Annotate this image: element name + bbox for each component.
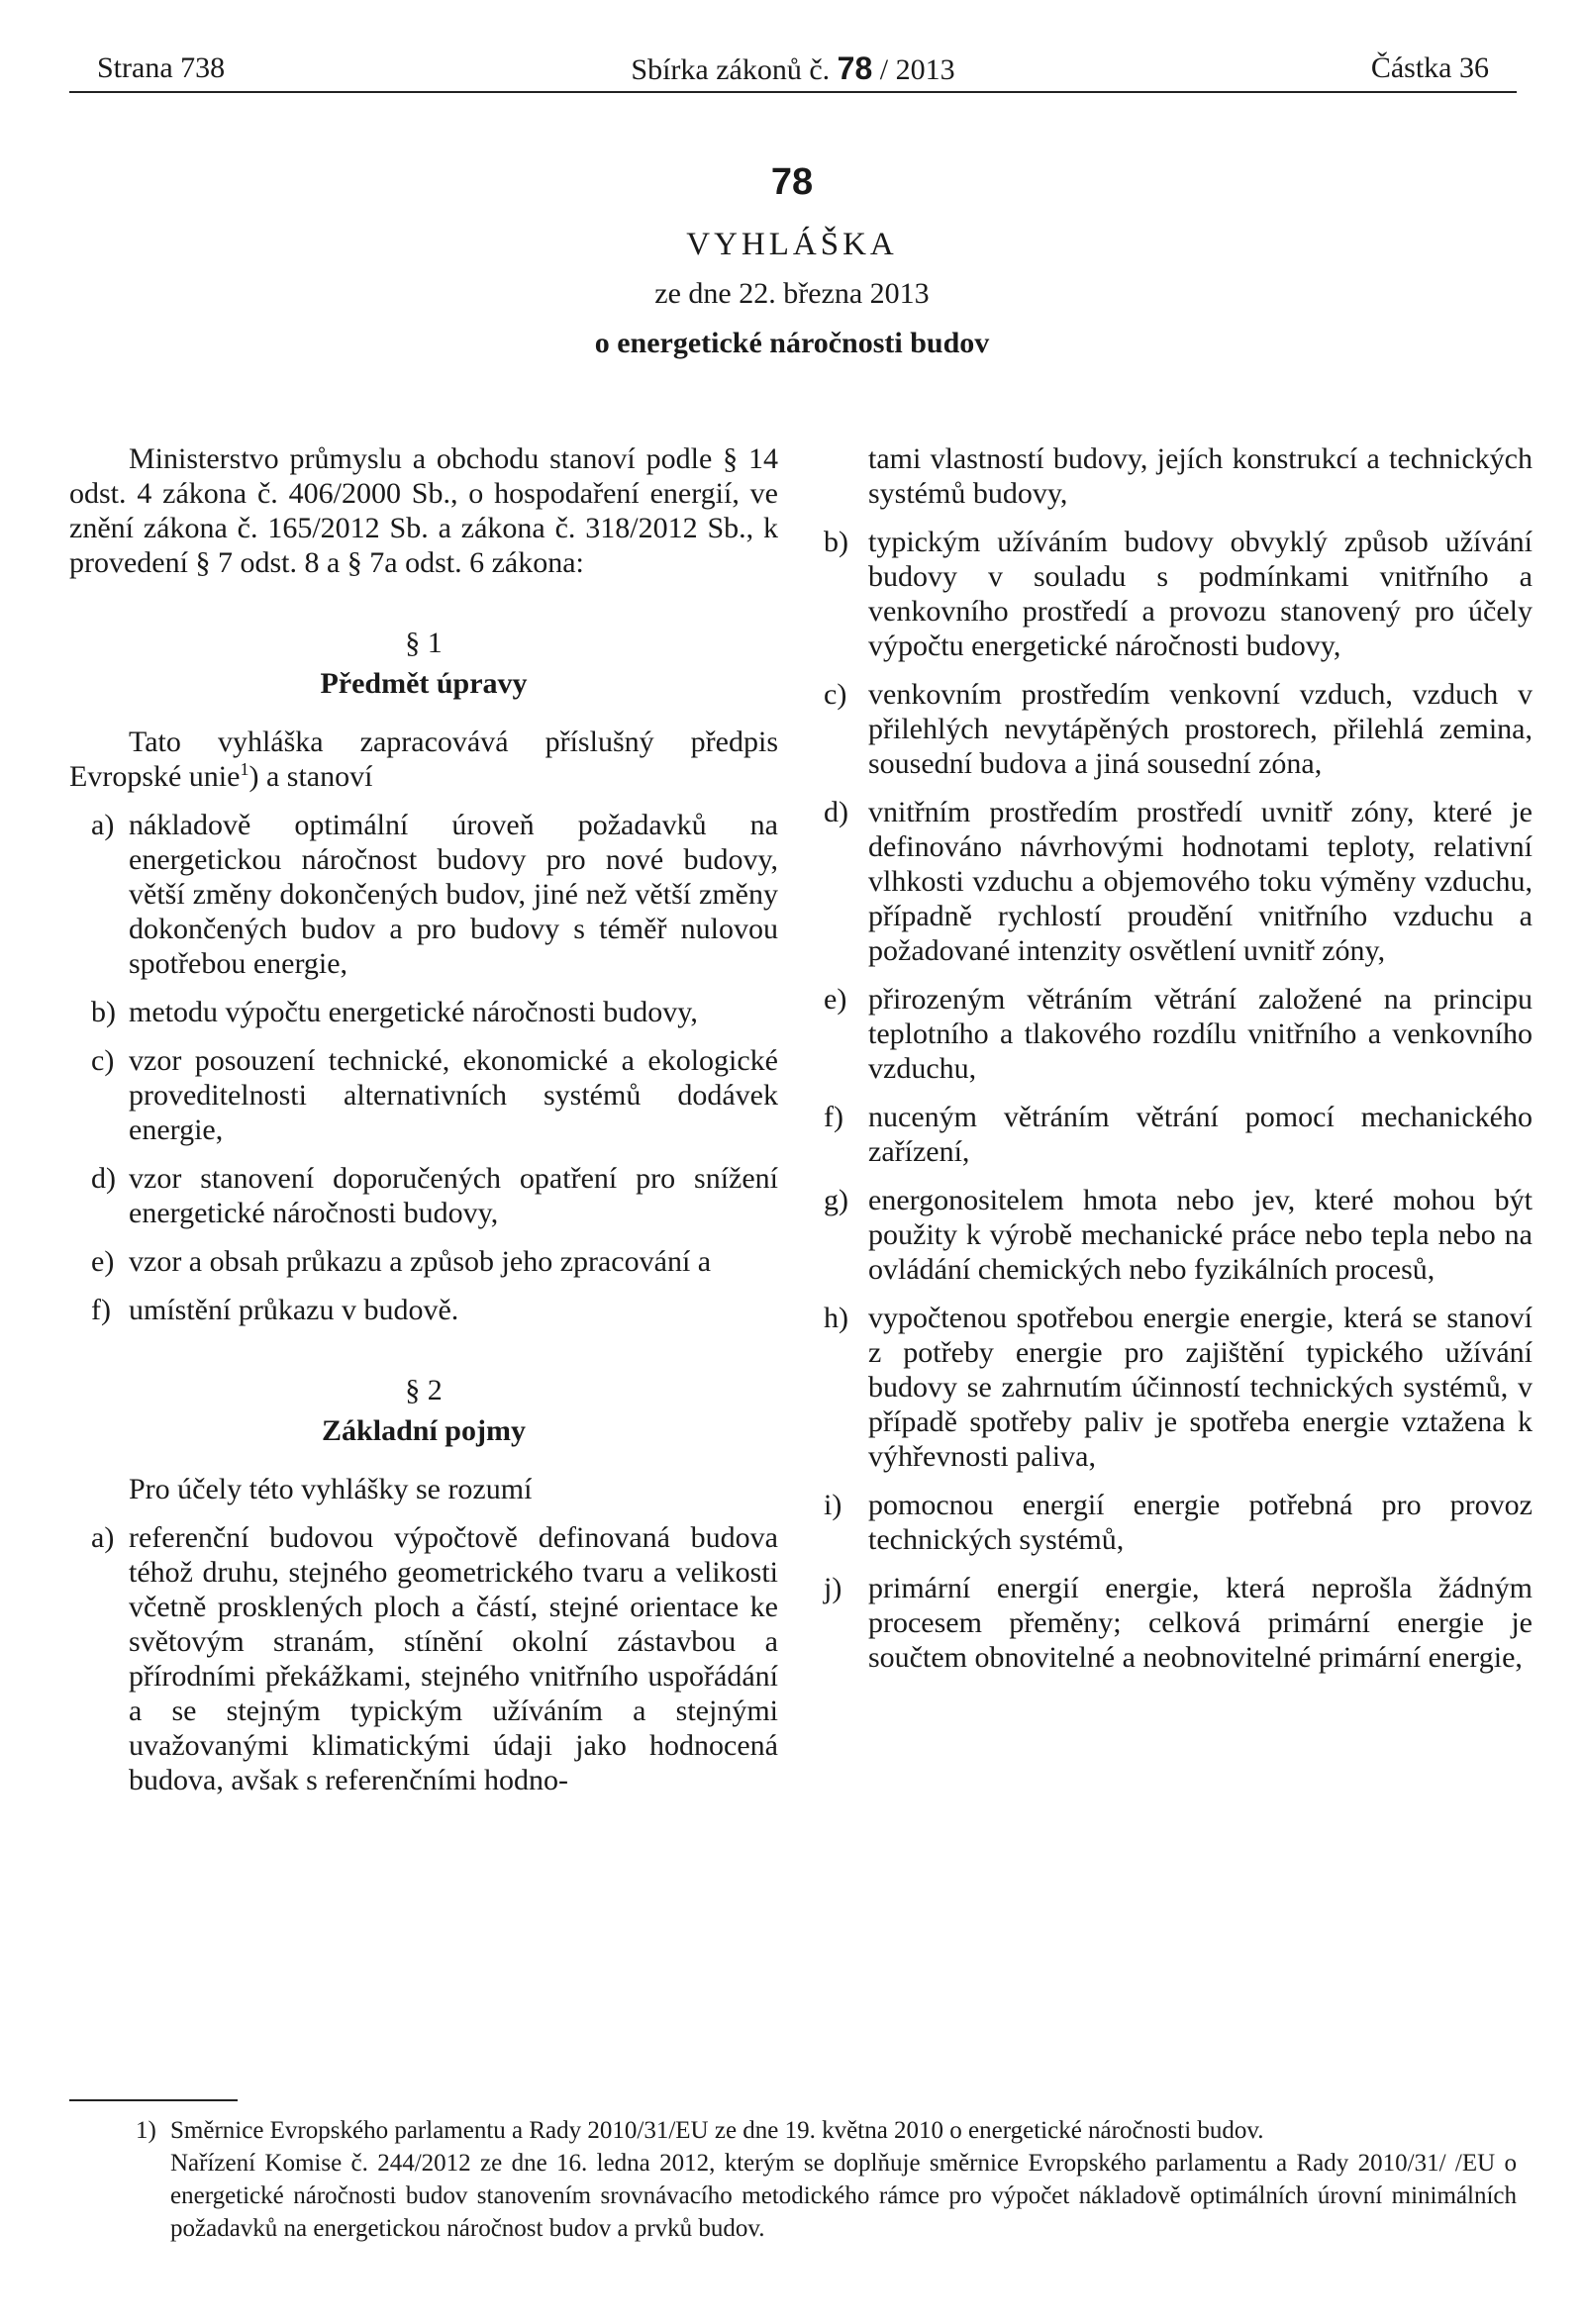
item-label: a) [91, 809, 115, 841]
section-1-intro-end: ) a stanoví [248, 760, 373, 793]
list-item [824, 1301, 1533, 1474]
footnote-line-2: Nařízení Komise č. 244/2012 ze dne 16. ledna 2012, kterým se doplňuje směrnice Evropského parlamentu a Rady 2010/31/ /EU o energetické náročnosti budov stanovením srovnávacího metodického rámce pro výpočet nákladově optimálních úrovní minimálních požadavků na energetickou náročnost budov a prvků budov. [170, 2150, 1517, 2242]
collection-reference [69, 46, 1517, 93]
footnote-line-1: Směrnice Evropského parlamentu a Rady 2010/31/EU ze dne 19. května 2010 o energetické náročnosti budov. [170, 2117, 1264, 2144]
title-block [0, 158, 1584, 368]
list-item [69, 1161, 778, 1230]
item-label: d) [824, 796, 848, 828]
item-label: b) [91, 996, 116, 1028]
section-1-title: Předmět úpravy [320, 667, 528, 700]
page-number: Strana 738 [97, 51, 226, 84]
item-label: f) [91, 1294, 111, 1326]
list-item [824, 677, 1533, 781]
item-text: primární energií energie, která neprošla žádným procesem přeměny; celková primární energie je součtem obnovitelné a neobnovitelné primární energie, [868, 1572, 1533, 1674]
list-item [824, 525, 1533, 663]
list-item [69, 995, 778, 1029]
list-item [824, 1183, 1533, 1287]
list-item [69, 1043, 778, 1147]
footnote-mark: 1) [136, 2117, 156, 2144]
right-column [824, 441, 1533, 1689]
section-2-number: § 2 [405, 1374, 443, 1406]
list-item [69, 1244, 778, 1279]
item-text: venkovním prostředím venkovní vzduch, vzduch v přilehlých nevytápěných prostorech, přilehlá zemina, sousední budova a jiná sousední zóna, [868, 678, 1533, 780]
list-item [824, 1488, 1533, 1557]
document-subject: o energetické náročnosti budov [594, 327, 990, 359]
item-text: vzor a obsah průkazu a způsob jeho zpracování a [129, 1245, 712, 1278]
item-label: h) [824, 1302, 848, 1334]
preamble: Ministerstvo průmyslu a obchodu stanoví podle § 14 odst. 4 zákona č. 406/2000 Sb., o hospodaření energií, ve znění zákona č. 165/2012 Sb. a zákona č. 318/2012 Sb., k provedení § 7 odst. 8 a § 7a odst. 6 zákona: [69, 442, 778, 579]
item-label: c) [91, 1044, 115, 1077]
document-number: 78 [770, 161, 814, 203]
list-item [69, 1293, 778, 1327]
item-text: metodu výpočtu energetické náročnosti budovy, [129, 996, 698, 1028]
item-text: pomocnou energií energie potřebná pro provoz technických systémů, [868, 1489, 1533, 1556]
list-item [824, 795, 1533, 968]
item-label: b) [824, 526, 848, 558]
section-1-intro [69, 725, 778, 794]
item-label: g) [824, 1184, 848, 1216]
collection-number: 78 [837, 50, 873, 86]
item-text: přirozeným větráním větrání založené na principu teplotního a tlakového rozdílu vnitřního a venkovního vzduchu, [868, 983, 1533, 1085]
collection-year: / 2013 [879, 53, 955, 86]
item-label: c) [824, 678, 847, 711]
item-label: e) [91, 1245, 115, 1278]
item-text: vypočtenou spotřebou energie energie, která se stanoví z potřeby energie pro zajištění typického užívání budovy se zahrnutím účinností technických systémů, v případě spotřeby paliv je spotřeba energie vztažena k výhřevnosti paliva, [868, 1302, 1533, 1473]
list-item [69, 808, 778, 981]
item-label: j) [824, 1572, 842, 1604]
item-text: vzor posouzení technické, ekonomické a ekologické proveditelnosti alternativních systémů dodávek energie, [129, 1044, 778, 1146]
item-text: vzor stanovení doporučených opatření pro snížení energetické náročnosti budovy, [129, 1162, 778, 1229]
item-text: referenční budovou výpočtově definovaná budova téhož druhu, stejného geometrického tvaru a velikosti včetně prosklených ploch a částí, stejné orientace ke světovým stranám, stínění okolní zástavbou a přírodními překážkami, stejného vnitřního uspořádání a se stejným typickým užíváním a stejnými uvažovanými klimatickými údaji jako hodnocená budova, avšak s referenčními hodno- [129, 1521, 778, 1796]
item-a-continuation: tami vlastností budovy, jejích konstrukcí a technických systémů budovy, [868, 442, 1533, 510]
item-text: typickým užíváním budovy obvyklý způsob užívání budovy v souladu s podmínkami vnitřního a venkovního prostředí a provozu stanovený pro účely výpočtu energetické náročnosti budovy, [868, 526, 1533, 662]
item-label: e) [824, 983, 847, 1016]
footnote-reference: 1 [240, 759, 249, 779]
item-text: energonositelem hmota nebo jev, které mohou být použity k výrobě mechanické práce nebo tepla nebo na ovládání chemických nebo fyzikálních procesů, [868, 1184, 1533, 1286]
item-text: umístění průkazu v budově. [129, 1294, 459, 1326]
collection-prefix: Sbírka zákonů č. [631, 53, 831, 86]
section-1-number: § 1 [405, 627, 443, 659]
footnote-divider [69, 2099, 238, 2101]
section-2-intro: Pro účely této vyhlášky se rozumí [129, 1473, 533, 1505]
item-text: vnitřním prostředím prostředí uvnitř zóny, které je definováno návrhovými hodnotami teploty, relativní vlhkosti vzduchu a objemového toku výměny vzduchu, případně rychlostí proudění vnitřního vzduchu a požadované intenzity osvětlení uvnitř zóny, [868, 796, 1533, 967]
item-label: f) [824, 1101, 843, 1133]
footnote [136, 2114, 1517, 2245]
item-text: nákladově optimální úroveň požadavků na energetickou náročnost budovy pro nové budovy, větší změny dokončených budov, jiné než větší změny dokončených budov a pro budovy s téměř nulovou spotřebou energie, [129, 809, 778, 980]
issue-part: Částka 36 [1370, 51, 1489, 84]
document-date: ze dne 22. března 2013 [654, 277, 930, 310]
list-item [824, 1571, 1533, 1675]
item-label: d) [91, 1162, 116, 1195]
item-label: a) [91, 1521, 115, 1554]
section-1-intro-text: Tato vyhláška zapracovává příslušný předpis Evropské unie [69, 726, 778, 793]
section-2-title: Základní pojmy [322, 1414, 526, 1447]
item-text: nuceným větráním větrání pomocí mechanického zařízení, [868, 1101, 1533, 1168]
document-type: VYHLÁŠKA [686, 227, 898, 262]
item-label: i) [824, 1489, 842, 1521]
list-item [69, 1520, 778, 1797]
left-column [69, 441, 778, 1811]
list-item [824, 1100, 1533, 1169]
list-item [824, 982, 1533, 1086]
page-header [69, 46, 1517, 93]
